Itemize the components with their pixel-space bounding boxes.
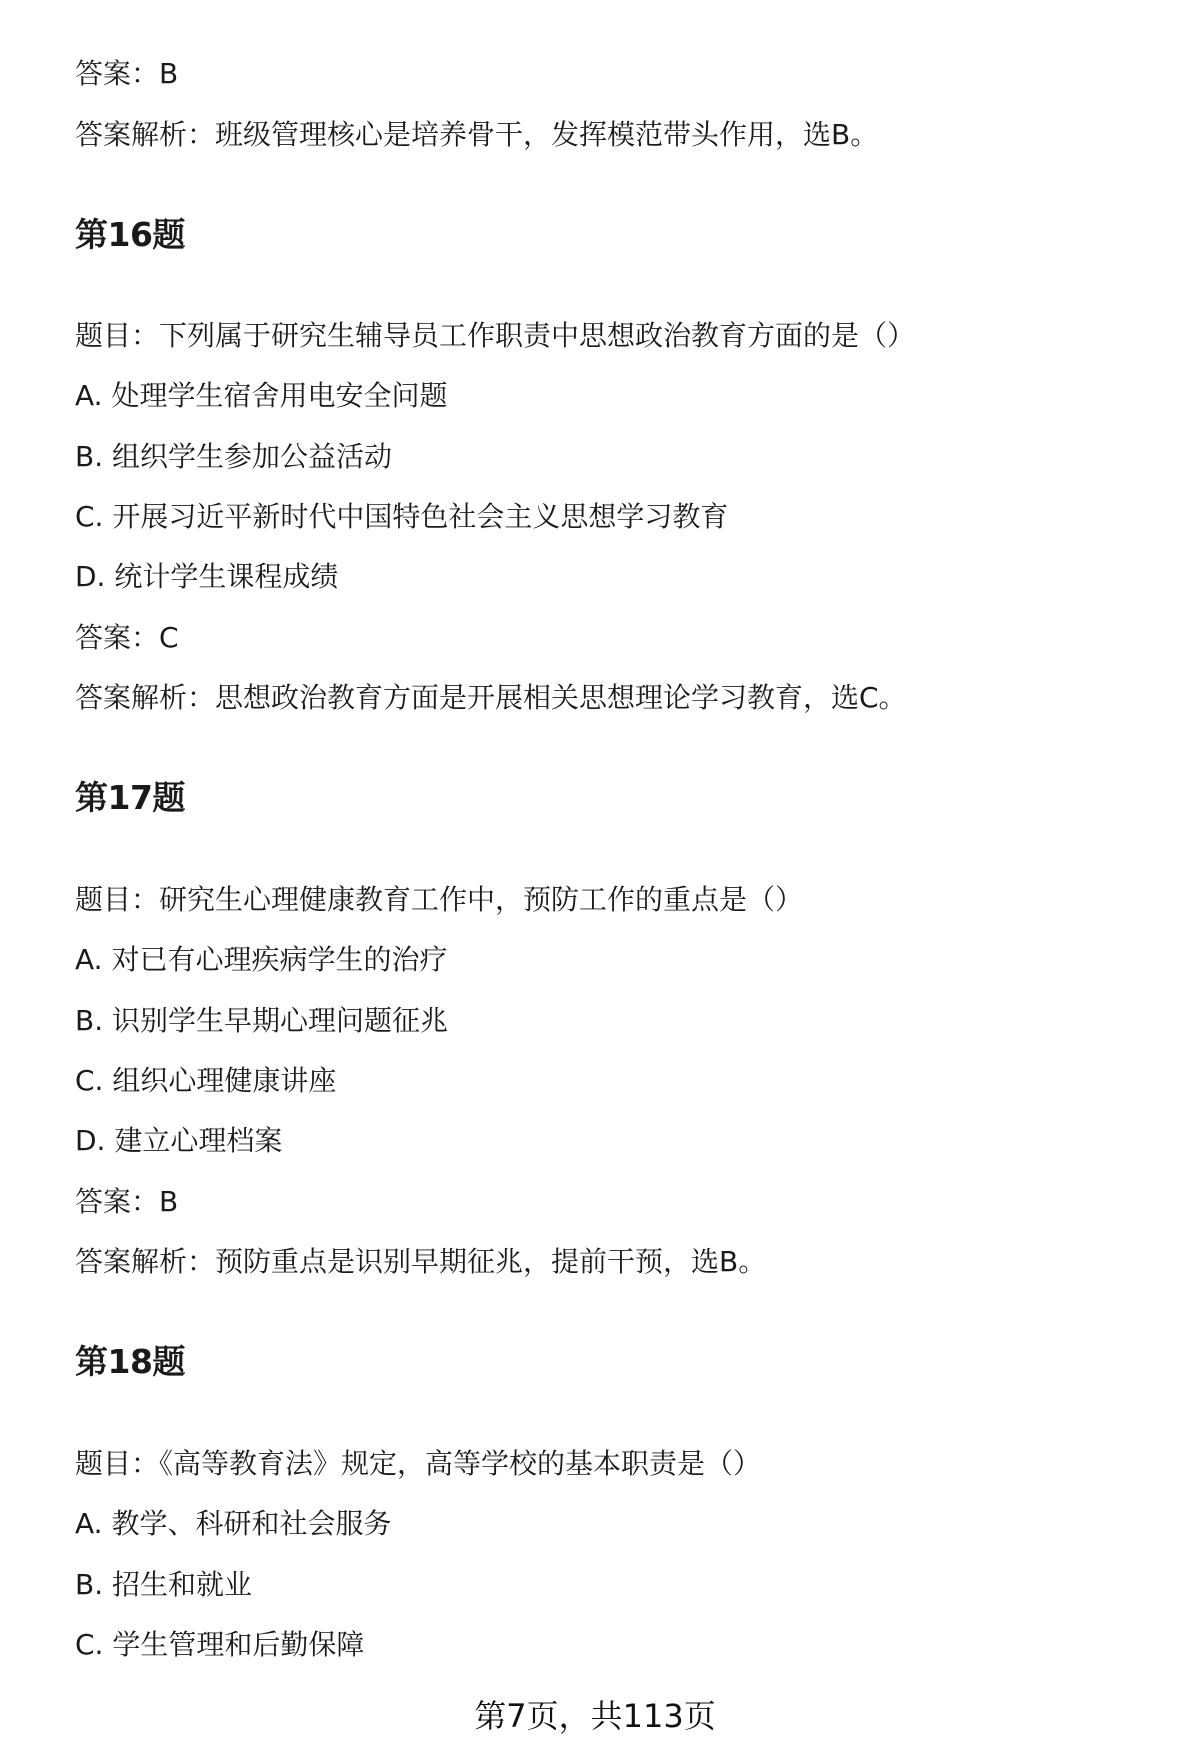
question-16-option-b: B. 组织学生参加公益活动 (75, 440, 393, 473)
question-16-heading: 第16题 (75, 215, 185, 254)
question-17-heading: 第17题 (75, 778, 185, 817)
question-16-answer: 答案：C (75, 621, 179, 654)
question-17-explanation: 答案解析：预防重点是识别早期征兆，提前干预，选B。 (75, 1245, 767, 1278)
question-17-option-b: B. 识别学生早期心理问题征兆 (75, 1004, 449, 1037)
question-16-explanation: 答案解析：思想政治教育方面是开展相关思想理论学习教育，选C。 (75, 681, 907, 714)
question-17-answer: 答案：B (75, 1185, 179, 1218)
question-17-option-a: A. 对已有心理疾病学生的治疗 (75, 943, 448, 976)
question-17-option-d: D. 建立心理档案 (75, 1124, 283, 1157)
previous-answer: 答案：B (75, 57, 179, 90)
question-17-option-c: C. 组织心理健康讲座 (75, 1064, 337, 1097)
question-17-text: 题目：研究生心理健康教育工作中，预防工作的重点是（） (75, 883, 804, 916)
question-18-option-a: A. 教学、科研和社会服务 (75, 1507, 392, 1540)
page-number-footer: 第7页，共113页 (474, 1697, 716, 1735)
question-16-option-a: A. 处理学生宿舍用电安全问题 (75, 379, 448, 412)
question-16-option-d: D. 统计学生课程成绩 (75, 560, 339, 593)
question-18-text: 题目：《高等教育法》规定，高等学校的基本职责是（） (75, 1447, 762, 1480)
question-16-option-c: C. 开展习近平新时代中国特色社会主义思想学习教育 (75, 500, 729, 533)
question-16-text: 题目：下列属于研究生辅导员工作职责中思想政治教育方面的是（） (75, 319, 916, 352)
previous-explanation: 答案解析：班级管理核心是培养骨干，发挥模范带头作用，选B。 (75, 118, 879, 151)
question-18-heading: 第18题 (75, 1342, 185, 1381)
question-18-option-b: B. 招生和就业 (75, 1568, 253, 1601)
question-18-option-c: C. 学生管理和后勤保障 (75, 1628, 365, 1661)
